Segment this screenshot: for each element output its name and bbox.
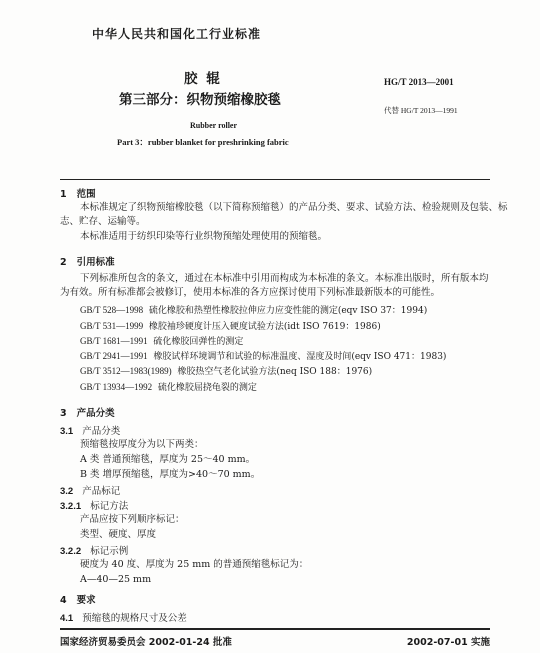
reference-title: 橡胶热空气老化试验方法(neq ISO 188：1976) — [177, 367, 373, 377]
subsection-number: 3.2 — [60, 486, 74, 497]
subsection-title: 预缩毯的规格尺寸及公差 — [82, 613, 187, 624]
class-b-line: B 类 增厚预缩毯，厚度为>40～70 mm。 — [80, 469, 261, 480]
standard-code: HG/T 2013—2001 — [384, 77, 454, 87]
subsection-3-2-heading — [60, 483, 120, 497]
references-intro-a: 下列标准所包含的条文，通过在本标准中引用而构成为本标准的条文。本标准出版时，所有版本均 — [80, 273, 489, 284]
title-cn-part: 第三部分：织物预缩橡胶毯 — [119, 92, 281, 108]
reference-code: GB/T 13934—1992 — [80, 382, 153, 392]
references-intro-b: 为有效。所有标准都会被修订，使用本标准的各方应探讨使用下列标准最新版本的可能性。 — [60, 287, 441, 298]
scope-paragraph-1a: 本标准规定了织物预缩橡胶毯（以下简称预缩毯）的产品分类、要求、试验方法、检验规则及包装、标 — [80, 202, 508, 213]
class-a-line: A 类 普通预缩毯，厚度为 25～40 mm。 — [80, 454, 256, 465]
section-number: 1 — [60, 189, 67, 200]
section-2-heading — [60, 254, 115, 268]
reference-code: GB/T 2941—1991 — [80, 351, 148, 361]
section-number: 4 — [60, 595, 67, 606]
title-cn-main: 胶 辊 — [184, 71, 222, 87]
reference-code: GB/T 528—1998 — [80, 305, 144, 315]
reference-item — [80, 319, 381, 332]
scope-paragraph-2: 本标准适用于纺织印染等行业织物预缩处理使用的预缩毯。 — [80, 231, 328, 242]
replaces-note: 代替 HG/T 2013—1991 — [384, 106, 458, 115]
subsection-number: 4.1 — [60, 613, 74, 624]
approval-date: 国家经济贸易委员会 2002-01-24 批准 — [60, 637, 232, 648]
section-3-heading — [60, 405, 115, 419]
marking-method-line-2: 类型、硬度、厚度 — [80, 529, 157, 540]
section-number: 2 — [60, 257, 67, 268]
reference-title: 橡胶袖珍硬度计压入硬度试验方法(idt ISO 7619：1986) — [148, 322, 381, 332]
reference-item — [80, 380, 257, 393]
subsection-title: 产品标记 — [82, 486, 121, 497]
subsection-number: 3.2.2 — [60, 546, 82, 557]
subsection-3-2-1-heading — [60, 498, 128, 512]
reference-item — [80, 364, 372, 377]
scope-paragraph-1b: 志、贮存、运输等。 — [60, 216, 146, 227]
section-title: 范围 — [76, 189, 96, 200]
reference-item — [80, 334, 243, 347]
section-title: 引用标准 — [76, 257, 115, 268]
subsection-3-1-heading — [60, 423, 120, 437]
subsection-4-1-heading — [60, 610, 187, 624]
reference-title: 硫化橡胶回弹性的测定 — [153, 337, 244, 347]
reference-title: 硫化橡胶屈挠龟裂的测定 — [157, 383, 257, 393]
reference-item — [80, 349, 446, 362]
reference-item — [80, 303, 427, 316]
header-rule — [60, 179, 490, 180]
section-1-heading — [60, 186, 96, 200]
reference-code: GB/T 1681—1991 — [80, 336, 148, 346]
reference-code: GB/T 3512—1983(1989) — [80, 366, 172, 376]
reference-code: GB/T 531—1999 — [80, 321, 144, 331]
subsection-3-2-2-heading — [60, 543, 128, 557]
section-number: 3 — [60, 408, 67, 419]
footer-rule — [60, 628, 490, 630]
subsection-number: 3.2.1 — [60, 501, 82, 512]
classification-intro: 预缩毯按厚度分为以下两类： — [80, 439, 204, 450]
subsection-title: 产品分类 — [82, 426, 121, 437]
subsection-title: 标记示例 — [90, 546, 129, 557]
section-4-heading — [60, 592, 96, 606]
reference-title: 硫化橡胶和热塑性橡胶拉伸应力应变性能的测定(eqv ISO 37：1994) — [148, 306, 428, 316]
subsection-title: 标记方法 — [90, 501, 129, 512]
title-en-main: Rubber roller — [190, 121, 238, 130]
standard-authority: 中华人民共和国化工行业标准 — [92, 27, 262, 41]
implementation-date: 2002-07-01 实施 — [406, 637, 490, 648]
reference-title: 橡胶试样环境调节和试验的标准温度、湿度及时间(eqv ISO 471：1983) — [153, 352, 447, 362]
marking-example-line-2: A—40—25 mm — [80, 574, 152, 585]
subsection-number: 3.1 — [60, 426, 74, 437]
marking-method-line-1: 产品应按下列顺序标记： — [80, 514, 185, 525]
title-en-part: Part 3：rubber blanket for preshrinking fabric — [117, 137, 289, 147]
section-title: 产品分类 — [76, 408, 115, 419]
marking-example-line-1: 硬度为 40 度、厚度为 25 mm 的普通预缩毯标记为： — [80, 559, 309, 570]
section-title: 要求 — [76, 595, 96, 606]
